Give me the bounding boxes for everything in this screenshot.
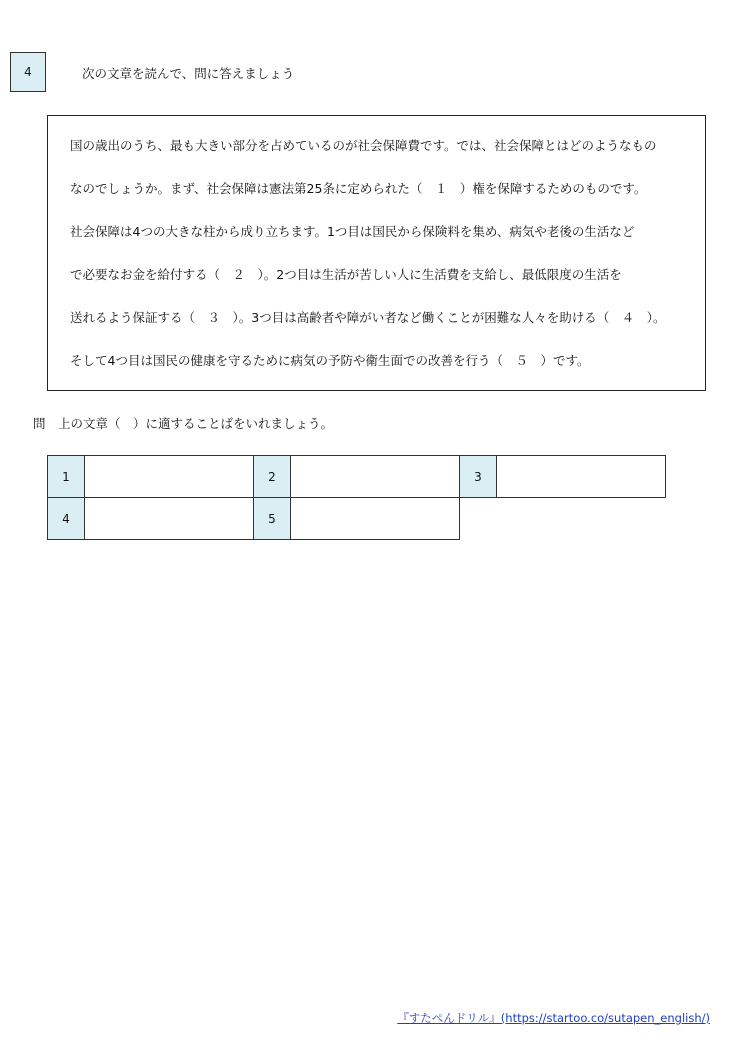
question-text: 問 上の文章（ ）に適することばをいれましょう。 — [33, 416, 334, 431]
passage-line: そして4つ目は国民の健康を守るために病気の予防や衛生面での改善を行う（ ５ ）です。 — [70, 353, 590, 368]
answer-label-3: 3 — [460, 456, 497, 498]
passage-line: 国の歳出のうち、最も大きい部分を占めているのが社会保障費です。では、社会保障とはどのようなもの — [70, 138, 657, 153]
passage-line: で必要なお金を給付する（ ２ ）。2つ目は生活が苦しい人に生活費を支給し、最低限度の生活を — [70, 267, 622, 282]
footer-link[interactable]: 『すたぺんドリル』(https://startoo.co/sutapen_english/) — [397, 1011, 710, 1025]
answer-label-4: 4 — [48, 498, 85, 540]
answer-label-5: 5 — [254, 498, 291, 540]
passage-line: なのでしょうか。まず、社会保障は憲法第25条に定められた（ １ ）権を保障するためのものです。 — [70, 181, 647, 196]
answer-table — [47, 455, 666, 540]
answer-row — [48, 498, 666, 540]
answer-box-5[interactable] — [291, 498, 460, 540]
answer-box-2[interactable] — [291, 456, 460, 498]
empty-cell — [460, 498, 666, 540]
answer-box-1[interactable] — [85, 456, 254, 498]
answer-label-1: 1 — [48, 456, 85, 498]
answer-box-3[interactable] — [497, 456, 666, 498]
answer-label-2: 2 — [254, 456, 291, 498]
passage-line: 社会保障は4つの大きな柱から成り立ちます。1つ目は国民から保険料を集め、病気や老後の生活など — [70, 224, 635, 239]
question-number-badge: 4 — [10, 52, 46, 92]
instruction-text: 次の文章を読んで、問に答えましょう — [82, 66, 295, 81]
passage-box — [47, 115, 706, 391]
answer-box-4[interactable] — [85, 498, 254, 540]
answer-row — [48, 456, 666, 498]
passage-line: 送れるよう保証する（ ３ ）。3つ目は高齢者や障がい者など働くことが困難な人々を助ける（ ４ ）。 — [70, 310, 666, 325]
